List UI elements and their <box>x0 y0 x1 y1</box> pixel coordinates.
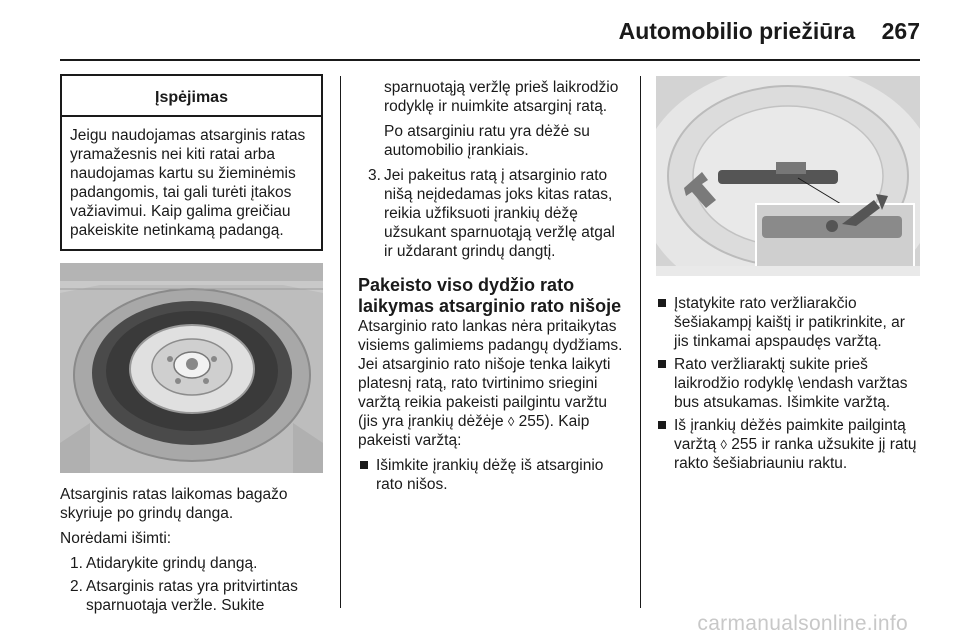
step-3 <box>358 166 626 261</box>
header-rule <box>60 59 920 61</box>
step-text: Atidarykite grindų dangą. <box>86 555 258 572</box>
step-2-continued: sparnuotąją veržlę prieš laikrodžio rodyklę ir nuimkite atsarginį ratą. <box>384 79 619 115</box>
spare-wheel-illustration <box>60 263 323 473</box>
paragraph-1: Atsarginis ratas laikomas bagažo skyriuje po grindų danga. <box>60 486 288 522</box>
tool-box-illustration <box>656 76 920 276</box>
tool-box-drawing <box>656 76 920 276</box>
section-heading: Pakeisto viso dydžio rato laikymas atsarginio rato nišoje <box>358 275 622 316</box>
step-text: Jei pakeitus ratą į atsarginio rato nišą neįdedamas joks kitas ratas, reikia užfiksuoti įrankių dėžę užsukant sparnuotąją veržlę atgal ir uždarant grindų dangtį. <box>384 167 615 260</box>
bullet-list-col2 <box>358 456 626 494</box>
bullet-square-icon <box>658 360 666 368</box>
bullet-square-icon <box>360 461 368 469</box>
bullet-item <box>656 294 922 351</box>
page-number: 267 <box>881 18 920 44</box>
warning-text: Jeigu naudojamas atsarginis ratas yramažesnis nei kiti ratai arba naudojamas kartu su žieminėmis padangomis, tai gali turėti įtakos važiavimui. Kaip galima greičiau pakeiskite netinkamą padangą. <box>70 127 306 239</box>
bullet-text-ref: 255 ir ranka užsukite jį ratų rakto šešiabriauniu raktu. <box>674 436 917 472</box>
bullet-text: Įstatykite rato veržliarakčio šešiakampį kaištį ir patikrinkite, ar jis tinkamai apspaudęs varžtą. <box>674 295 905 350</box>
page-reference-icon: ◊ <box>507 414 515 429</box>
step-text: Atsarginis ratas yra pritvirtintas sparnuotąja veržle. Sukite <box>86 578 298 614</box>
section-text: Atsarginio rato lankas nėra pritaikytas visiems galimiems padangų dydžiams. Jei atsarginio rato nišoje tenka laikyti platesnį ratą, rato tvirtinimo sriegini varžtą reikia pakeisti pailgintu varžtu (jis yra įrankių dėžėje <box>358 318 623 430</box>
column-divider-1 <box>340 76 341 608</box>
bullet-square-icon <box>658 421 666 429</box>
step-number: 1. <box>70 555 83 572</box>
page-title: Automobilio priežiūra <box>618 18 855 44</box>
bullet-text: Išimkite įrankių dėžę iš atsarginio rato nišos. <box>376 457 604 493</box>
column-2 <box>358 78 626 498</box>
step-2 <box>60 577 324 615</box>
bullet-item <box>358 456 626 494</box>
column-3 <box>656 76 922 477</box>
page-reference-icon: ◊ <box>720 437 727 452</box>
page-header <box>0 0 960 60</box>
steps-list <box>60 554 324 615</box>
bullet-list-col3 <box>656 294 922 473</box>
step-2-note: Po atsarginiu ratu yra dėžė su automobilio įrankiais. <box>384 123 590 159</box>
section-text-ref: 255). Kaip pakeisti varžtą: <box>358 413 590 449</box>
step-number: 3. <box>368 167 381 184</box>
warning-title: Įspėjimas <box>62 76 321 117</box>
bullet-text: Rato veržliaraktį sukite prieš laikrodžio rodyklę \endash varžtas bus atsukamas. Išimkite varžtą. <box>674 356 908 411</box>
bullet-item <box>656 416 922 473</box>
spare-wheel-drawing <box>60 263 323 473</box>
step-number: 2. <box>70 578 83 595</box>
column-divider-2 <box>640 76 641 608</box>
bullet-square-icon <box>658 299 666 307</box>
paragraph-2: Norėdami išimti: <box>60 530 172 547</box>
steps-list-2 <box>358 166 626 261</box>
watermark: carmanualsonline.info <box>697 612 908 635</box>
section-paragraph <box>358 317 626 450</box>
bullet-item <box>656 355 922 412</box>
step-1 <box>60 554 324 573</box>
column-1 <box>60 74 324 619</box>
bullet-text: Iš įrankių dėžės paimkite pailgintą varžtą <box>674 417 906 453</box>
warning-box <box>60 74 323 251</box>
